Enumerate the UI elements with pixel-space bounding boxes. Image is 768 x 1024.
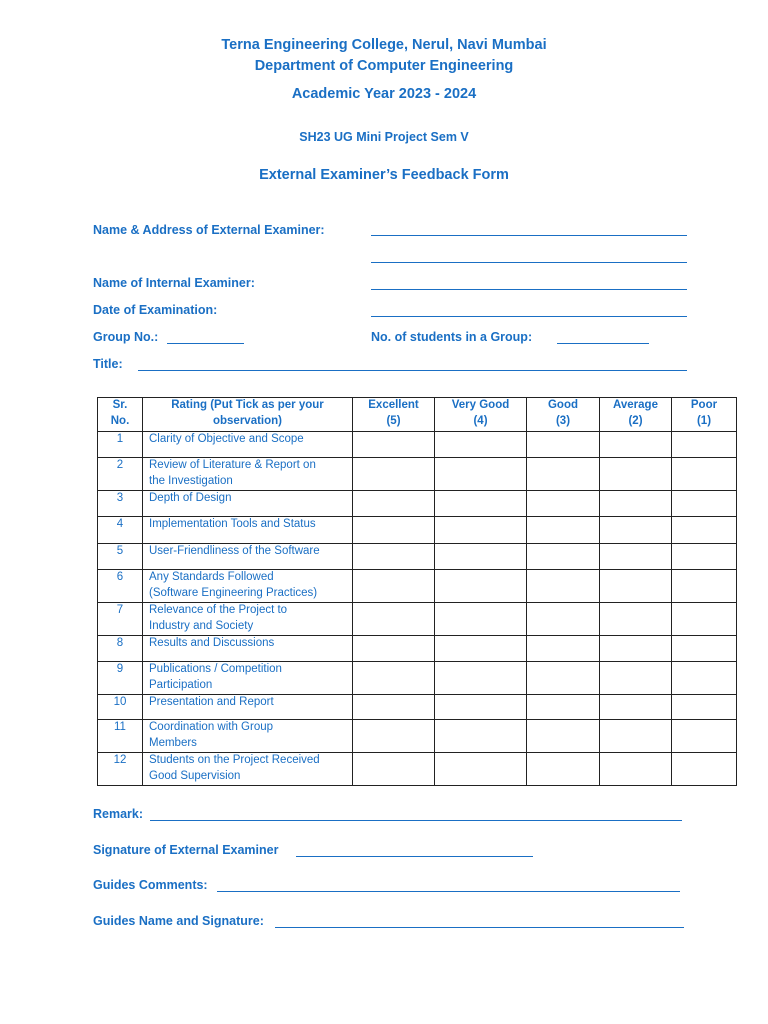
criterion-text: Publications / Competition: [149, 663, 282, 675]
row-number: 6: [98, 570, 143, 603]
rating-cell-average[interactable]: [600, 432, 672, 458]
rating-cell-excellent[interactable]: [353, 517, 435, 544]
rating-cell-poor[interactable]: [672, 720, 737, 753]
department-name: Department of Computer Engineering: [254, 58, 514, 74]
row-number: 8: [98, 636, 143, 662]
table-row: [98, 636, 737, 662]
criterion-text: Depth of Design: [149, 492, 232, 504]
criterion-text: Any Standards Followed: [149, 571, 274, 583]
college-name: Terna Engineering College, Nerul, Navi Mumbai: [221, 37, 547, 53]
row-number: 11: [98, 720, 143, 753]
table-row: [98, 517, 737, 544]
header-good: Good (3): [527, 398, 600, 432]
rating-cell-average[interactable]: [600, 603, 672, 636]
internal-examiner-label: Name of Internal Examiner:: [93, 276, 255, 290]
rating-cell-very-good[interactable]: [435, 720, 527, 753]
header-average: Average (2): [600, 398, 672, 432]
criterion-cell: [143, 544, 353, 570]
guides-comments-line[interactable]: [217, 891, 680, 892]
rating-cell-good[interactable]: [527, 603, 600, 636]
criterion-text: Participation: [149, 678, 213, 691]
table-row: [98, 662, 737, 695]
criterion-text: the Investigation: [149, 474, 233, 487]
criterion-text: Relevance of the Project to: [149, 604, 288, 616]
table-row: [98, 695, 737, 720]
rating-cell-average[interactable]: [600, 544, 672, 570]
criterion-cell: [143, 662, 353, 695]
rating-cell-good[interactable]: [527, 517, 600, 544]
rating-cell-excellent[interactable]: [353, 636, 435, 662]
signature-label: Signature of External Examiner: [93, 843, 279, 857]
table-row: [98, 491, 737, 517]
students-count-line[interactable]: [557, 343, 649, 344]
guides-name-line[interactable]: [275, 927, 684, 928]
rating-cell-average[interactable]: [600, 636, 672, 662]
rating-cell-good[interactable]: [527, 432, 600, 458]
criterion-cell: [143, 695, 353, 720]
rating-cell-very-good[interactable]: [435, 491, 527, 517]
criterion-text: Good Supervision: [149, 769, 241, 782]
rating-cell-poor[interactable]: [672, 636, 737, 662]
criterion-cell: [143, 570, 353, 603]
rating-cell-poor[interactable]: [672, 603, 737, 636]
guides-comments-label: Guides Comments:: [93, 878, 208, 892]
row-number: 7: [98, 603, 143, 636]
header-sr-no: Sr. No.: [98, 398, 143, 432]
rating-cell-poor[interactable]: [672, 544, 737, 570]
rating-cell-excellent[interactable]: [353, 603, 435, 636]
criterion-text: Presentation and Report: [149, 696, 274, 708]
rating-cell-excellent[interactable]: [353, 753, 435, 786]
table-row: [98, 432, 737, 458]
row-number: 5: [98, 544, 143, 570]
date-line[interactable]: [371, 316, 687, 317]
rating-cell-average[interactable]: [600, 695, 672, 720]
name-address-line-1[interactable]: [371, 235, 687, 236]
group-no-label: Group No.:: [93, 330, 159, 344]
header-very-good: Very Good (4): [435, 398, 527, 432]
rating-cell-very-good[interactable]: [435, 458, 527, 491]
criterion-cell: [143, 753, 353, 786]
header-poor: Poor (1): [672, 398, 737, 432]
rating-cell-average[interactable]: [600, 720, 672, 753]
criterion-cell: [143, 603, 353, 636]
students-count-label: No. of students in a Group:: [371, 330, 533, 344]
criterion-text: Industry and Society: [149, 619, 254, 632]
rating-cell-poor[interactable]: [672, 662, 737, 695]
rating-cell-good[interactable]: [527, 458, 600, 491]
rating-cell-excellent[interactable]: [353, 432, 435, 458]
group-no-line[interactable]: [167, 343, 244, 344]
row-number: 9: [98, 662, 143, 695]
criterion-cell: [143, 636, 353, 662]
criterion-cell: [143, 458, 353, 491]
table-row: [98, 753, 737, 786]
name-address-label: Name & Address of External Examiner:: [93, 223, 325, 237]
criterion-text: Results and Discussions: [149, 637, 275, 649]
criterion-text: User-Friendliness of the Software: [149, 545, 320, 557]
table-row: [98, 720, 737, 753]
rating-table: [97, 397, 737, 786]
rating-cell-very-good[interactable]: [435, 544, 527, 570]
rating-cell-very-good[interactable]: [435, 662, 527, 695]
rating-cell-very-good[interactable]: [435, 517, 527, 544]
rating-cell-good[interactable]: [527, 662, 600, 695]
rating-cell-very-good[interactable]: [435, 636, 527, 662]
rating-cell-very-good[interactable]: [435, 432, 527, 458]
criterion-text: Clarity of Objective and Scope: [149, 433, 304, 445]
rating-cell-excellent[interactable]: [353, 720, 435, 753]
rating-cell-average[interactable]: [600, 662, 672, 695]
rating-cell-very-good[interactable]: [435, 570, 527, 603]
row-number: 4: [98, 517, 143, 544]
rating-cell-average[interactable]: [600, 458, 672, 491]
title-line[interactable]: [138, 370, 687, 371]
table-row: [98, 544, 737, 570]
rating-cell-good[interactable]: [527, 720, 600, 753]
row-number: 2: [98, 458, 143, 491]
title-label: Title:: [93, 357, 123, 371]
criterion-cell: [143, 517, 353, 544]
rating-cell-poor[interactable]: [672, 570, 737, 603]
row-number: 1: [98, 432, 143, 458]
rating-cell-poor[interactable]: [672, 432, 737, 458]
date-label: Date of Examination:: [93, 303, 218, 317]
rating-cell-excellent[interactable]: [353, 570, 435, 603]
table-row: [98, 458, 737, 491]
rating-cell-average[interactable]: [600, 517, 672, 544]
name-address-line-2[interactable]: [371, 262, 687, 263]
rating-cell-excellent[interactable]: [353, 544, 435, 570]
criterion-cell: [143, 432, 353, 458]
rating-cell-very-good[interactable]: [435, 603, 527, 636]
course-title: SH23 UG Mini Project Sem V: [299, 130, 469, 144]
rating-cell-good[interactable]: [527, 544, 600, 570]
row-number: 12: [98, 753, 143, 786]
rating-cell-average[interactable]: [600, 491, 672, 517]
rating-cell-good[interactable]: [527, 636, 600, 662]
remark-line[interactable]: [150, 820, 682, 821]
table-header-row: [98, 398, 737, 432]
rating-cell-good[interactable]: [527, 695, 600, 720]
rating-cell-excellent[interactable]: [353, 695, 435, 720]
rating-cell-average[interactable]: [600, 753, 672, 786]
rating-cell-poor[interactable]: [672, 695, 737, 720]
row-number: 10: [98, 695, 143, 720]
criterion-text: Review of Literature & Report on: [149, 459, 316, 471]
rating-cell-very-good[interactable]: [435, 695, 527, 720]
signature-line[interactable]: [296, 856, 533, 857]
rating-cell-good[interactable]: [527, 570, 600, 603]
criterion-text: Implementation Tools and Status: [149, 518, 316, 530]
table-row: [98, 570, 737, 603]
header-excellent: Excellent (5): [353, 398, 435, 432]
guides-name-label: Guides Name and Signature:: [93, 914, 264, 928]
internal-examiner-line[interactable]: [371, 289, 687, 290]
header-rating: Rating (Put Tick as per your observation): [143, 398, 353, 432]
academic-year: Academic Year 2023 - 2024: [291, 86, 477, 102]
table-row: [98, 603, 737, 636]
rating-cell-very-good[interactable]: [435, 753, 527, 786]
criterion-cell: [143, 720, 353, 753]
rating-cell-excellent[interactable]: [353, 662, 435, 695]
row-number: 3: [98, 491, 143, 517]
remark-label: Remark:: [93, 807, 144, 821]
criterion-text: (Software Engineering Practices): [149, 586, 318, 599]
rating-cell-excellent[interactable]: [353, 491, 435, 517]
criterion-text: Members: [149, 736, 197, 749]
rating-cell-poor[interactable]: [672, 517, 737, 544]
criterion-text: Students on the Project Received: [149, 754, 320, 766]
form-title: External Examiner’s Feedback Form: [259, 167, 509, 183]
rating-cell-poor[interactable]: [672, 491, 737, 517]
rating-cell-good[interactable]: [527, 491, 600, 517]
rating-cell-average[interactable]: [600, 570, 672, 603]
criterion-cell: [143, 491, 353, 517]
rating-cell-good[interactable]: [527, 753, 600, 786]
rating-cell-poor[interactable]: [672, 458, 737, 491]
rating-cell-poor[interactable]: [672, 753, 737, 786]
criterion-text: Coordination with Group: [149, 721, 274, 733]
rating-cell-excellent[interactable]: [353, 458, 435, 491]
